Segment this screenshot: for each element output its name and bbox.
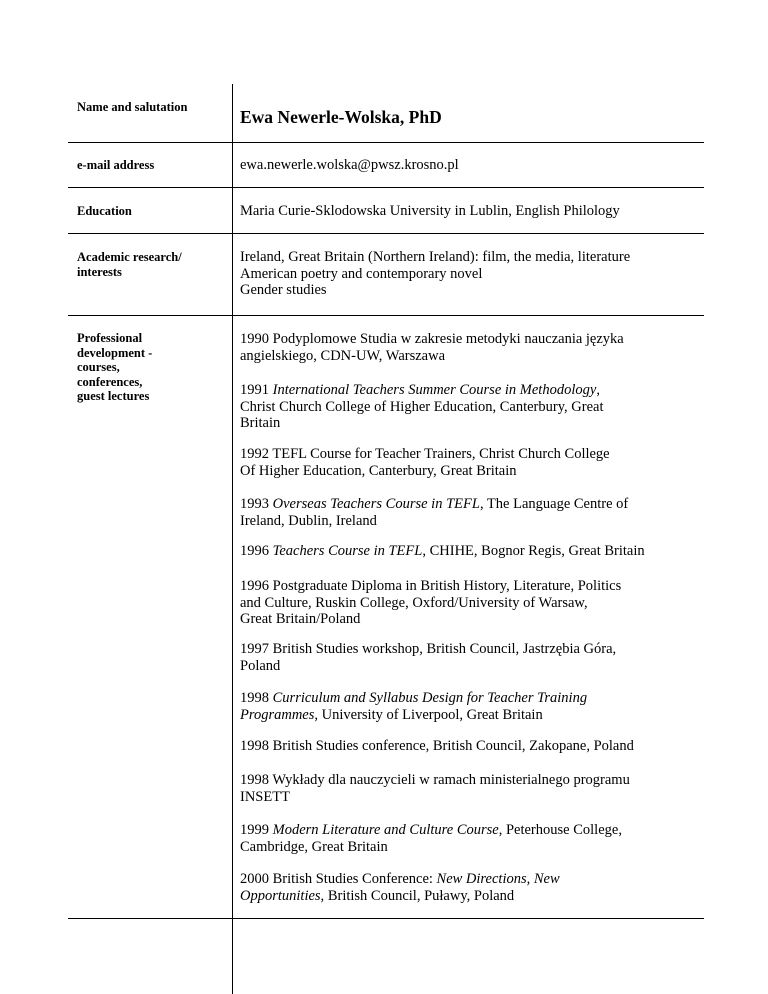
entry-text: 1998 [240,690,273,706]
entry-text: , Peterhouse College, [498,822,622,838]
entry-line: 1997 British Studies workshop, British Council, Jastrzębia Góra, [240,641,617,657]
development-label-line: courses, [77,360,120,374]
entry-line: Great Britain/Poland [240,611,361,627]
research-line: American poetry and contemporary novel [240,265,483,282]
entry-title: International Teachers Summer Course in Methodology [272,382,597,398]
development-entry [240,496,702,529]
development-entry [240,578,702,628]
entry-line: Cambridge, Great Britain [240,838,388,855]
entry-text: 1996 [240,543,273,559]
education-label: Education [77,204,132,218]
entry-text: , [596,382,600,398]
row-divider [68,233,704,234]
entry-line: 1998 Wykłady dla nauczycieli w ramach ministerialnego programu [240,772,630,788]
entry-line [240,382,702,399]
entry-text: British Council, Puławy, Poland [324,887,515,904]
development-entry [240,641,702,674]
development-label-line: Professional [77,331,143,345]
development-entry [240,543,702,560]
development-label-line: development - [77,345,153,360]
row-divider [68,918,704,919]
row-divider [68,187,704,188]
entry-line [240,822,702,839]
entry-line [240,690,702,707]
row-divider [68,142,704,143]
research-label-line: Academic research/ [77,250,182,264]
research-value [240,249,702,299]
entry-line: Poland [240,657,281,674]
entry-text: 1993 [240,496,273,512]
development-entry [240,772,702,805]
research-line: Gender studies [240,282,327,298]
research-label [77,250,222,279]
research-line: Ireland, Great Britain (Northern Ireland): film, the media, literature [240,249,631,265]
name-value: Ewa Newerle-Wolska, PhD [240,107,442,127]
entry-title: Overseas Teachers Course in TEFL [272,496,480,512]
development-entry [240,382,702,432]
entry-line: Britain [240,415,281,431]
entry-line: 1992 TEFL Course for Teacher Trainers, Christ Church College [240,446,610,462]
entry-text: , University of Liverpool, Great Britain [314,706,543,723]
entry-line [240,871,702,888]
entry-line: angielskiego, CDN-UW, Warszawa [240,347,446,364]
entry-title: Teachers Course in TEFL [272,543,423,559]
name-label: Name and salutation [77,100,188,114]
entry-line [240,888,702,905]
entry-line [240,543,702,560]
development-entry [240,822,702,855]
entry-line [240,707,702,724]
entry-line: Christ Church College of Higher Education, Canterbury, Great [240,398,604,415]
entry-text: 2000 British Studies Conference: [240,871,437,887]
entry-title: Modern Literature and Culture Course [272,822,499,838]
development-label [77,331,222,404]
entry-line [240,496,702,513]
development-label-line: conferences, [77,374,143,389]
entry-title: New Directions, New [436,871,560,887]
development-entry [240,690,702,723]
development-entry [240,738,702,755]
entry-text: 1991 [240,382,273,398]
entry-line: 1998 British Studies conference, British Council, Zakopane, Poland [240,738,634,754]
entry-text: 1999 [240,822,273,838]
entry-line: and Culture, Ruskin College, Oxford/University of Warsaw, [240,594,588,611]
entry-line: Ireland, Dublin, Ireland [240,512,377,529]
entry-line: 1996 Postgraduate Diploma in British History, Literature, Politics [240,578,622,594]
entry-title: Curriculum and Syllabus Design for Teacher Training [272,690,588,706]
entry-line: Of Higher Education, Canterbury, Great Britain [240,462,517,479]
email-value: ewa.newerle.wolska@pwsz.krosno.pl [240,157,459,173]
row-divider [68,315,704,316]
column-divider [232,84,233,994]
entry-line: INSETT [240,788,290,805]
entry-text: , CHIHE, Bognor Regis, Great Britain [422,543,645,559]
development-entry [240,871,702,904]
development-label-line: guest lectures [77,389,150,403]
entry-title: Opportunities, [240,887,325,904]
entry-line: 1990 Podyplomowe Studia w zakresie metodyki nauczania języka [240,331,624,347]
entry-text: , The Language Centre of [479,496,629,512]
development-entry [240,446,702,479]
research-label-line: interests [77,264,122,279]
entry-title: Programmes [240,706,315,723]
development-entry [240,331,702,364]
email-label: e-mail address [77,158,155,172]
education-value: Maria Curie-Sklodowska University in Lublin, English Philology [240,203,620,219]
